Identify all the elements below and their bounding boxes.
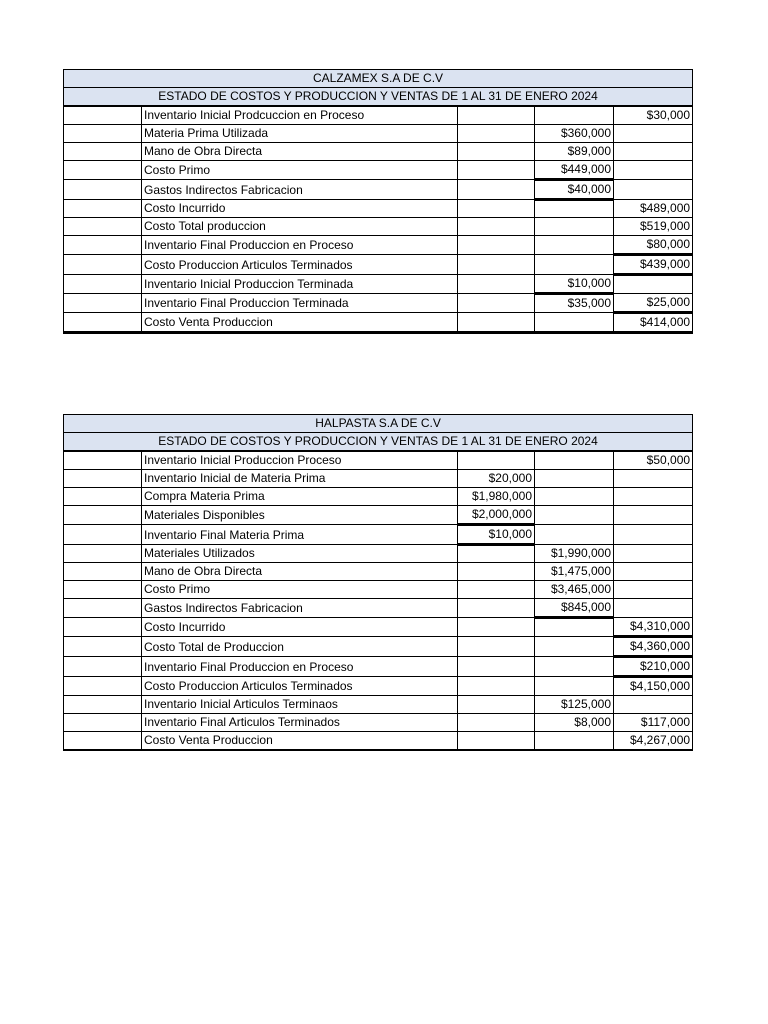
- table-row: [64, 294, 693, 313]
- amount-cell: [535, 218, 614, 236]
- row-label: Materia Prima Utilizada: [142, 125, 458, 143]
- amount-cell: [458, 581, 535, 599]
- amount-cell: [458, 143, 535, 161]
- amount-cell: $414,000: [614, 313, 693, 332]
- blank-cell: [64, 525, 142, 545]
- amount-cell: [535, 506, 614, 525]
- amount-cell: [458, 732, 535, 750]
- blank-cell: [64, 599, 142, 618]
- amount-cell: [458, 275, 535, 294]
- amount-cell: [535, 637, 614, 657]
- amount-cell: [535, 107, 614, 125]
- row-label: Inventario Inicial Articulos Terminaos: [142, 696, 458, 714]
- amount-cell: [458, 563, 535, 581]
- table-row: [64, 333, 693, 334]
- table-row: [64, 470, 693, 488]
- row-label: Inventario Final Materia Prima: [142, 525, 458, 545]
- amount-cell: $10,000: [458, 525, 535, 545]
- amount-cell: $80,000: [614, 236, 693, 255]
- amount-cell: [614, 525, 693, 545]
- amount-cell: [535, 657, 614, 677]
- amount-cell: $210,000: [614, 657, 693, 677]
- blank-cell: [64, 236, 142, 255]
- amount-cell: [614, 545, 693, 563]
- blank-cell: [64, 545, 142, 563]
- table-row: [64, 677, 693, 696]
- blank-cell: [64, 657, 142, 677]
- amount-cell: [614, 275, 693, 294]
- amount-cell: $25,000: [614, 294, 693, 313]
- amount-cell: [614, 470, 693, 488]
- blank-cell: [64, 488, 142, 506]
- company-name: HALPASTA S.A DE C.V: [64, 415, 693, 433]
- amount-cell: [458, 161, 535, 180]
- amount-cell: [458, 218, 535, 236]
- table-row: [64, 125, 693, 143]
- blank-cell: [64, 452, 142, 470]
- table-row: [64, 107, 693, 125]
- table-row: [64, 563, 693, 581]
- blank-cell: [64, 581, 142, 599]
- amount-cell: [614, 750, 693, 751]
- amount-cell: [458, 618, 535, 637]
- row-label: Mano de Obra Directa: [142, 563, 458, 581]
- row-label: Inventario Inicial de Materia Prima: [142, 470, 458, 488]
- company-name: CALZAMEX S.A DE C.V: [64, 70, 693, 88]
- amount-cell: [535, 333, 614, 334]
- table-row: [64, 618, 693, 637]
- row-label: Inventario Inicial Prodcuccion en Proceso: [142, 107, 458, 125]
- blank-cell: [64, 470, 142, 488]
- table-row: [64, 275, 693, 294]
- amount-cell: [535, 677, 614, 696]
- amount-cell: $4,150,000: [614, 677, 693, 696]
- blank-cell: [64, 696, 142, 714]
- blank-cell: [64, 255, 142, 275]
- row-label: [142, 333, 458, 334]
- row-label: Gastos Indirectos Fabricacion: [142, 599, 458, 618]
- amount-cell: $2,000,000: [458, 506, 535, 525]
- table-row: [64, 637, 693, 657]
- subtitle-row: [64, 88, 693, 106]
- amount-cell: [458, 236, 535, 255]
- amount-cell: [458, 696, 535, 714]
- statement-title: ESTADO DE COSTOS Y PRODUCCION Y VENTAS DE 1 AL 31 DE ENERO 2024: [64, 433, 693, 451]
- row-label: Costo Incurrido: [142, 200, 458, 218]
- amount-cell: [458, 125, 535, 143]
- amount-cell: [614, 599, 693, 618]
- amount-cell: $8,000: [535, 714, 614, 732]
- amount-cell: $439,000: [614, 255, 693, 275]
- blank-cell: [64, 313, 142, 332]
- amount-cell: $35,000: [535, 294, 614, 313]
- amount-cell: [614, 161, 693, 180]
- amount-cell: [458, 452, 535, 470]
- amount-cell: [614, 581, 693, 599]
- row-label: Costo Total de Produccion: [142, 637, 458, 657]
- blank-cell: [64, 333, 142, 334]
- amount-cell: $360,000: [535, 125, 614, 143]
- amount-cell: [458, 200, 535, 218]
- table-row: [64, 161, 693, 180]
- company-row: [64, 70, 693, 88]
- blank-cell: [64, 750, 142, 751]
- amount-cell: $117,000: [614, 714, 693, 732]
- blank-cell: [64, 161, 142, 180]
- company-row: [64, 415, 693, 433]
- table-row: [64, 255, 693, 275]
- amount-cell: [614, 143, 693, 161]
- table-row: [64, 180, 693, 200]
- amount-cell: $4,360,000: [614, 637, 693, 657]
- row-label: Inventario Final Produccion en Proceso: [142, 657, 458, 677]
- amount-cell: [535, 236, 614, 255]
- blank-cell: [64, 143, 142, 161]
- amount-cell: [614, 563, 693, 581]
- table-row: [64, 525, 693, 545]
- amount-cell: [535, 470, 614, 488]
- amount-cell: [535, 618, 614, 637]
- blank-cell: [64, 714, 142, 732]
- row-label: Inventario Inicial Produccion Proceso: [142, 452, 458, 470]
- amount-cell: $1,475,000: [535, 563, 614, 581]
- blank-cell: [64, 294, 142, 313]
- row-label: Mano de Obra Directa: [142, 143, 458, 161]
- row-label: Inventario Inicial Produccion Terminada: [142, 275, 458, 294]
- amount-cell: [458, 333, 535, 334]
- table-row: [64, 714, 693, 732]
- amount-cell: $1,980,000: [458, 488, 535, 506]
- amount-cell: $489,000: [614, 200, 693, 218]
- statement-title: ESTADO DE COSTOS Y PRODUCCION Y VENTAS DE 1 AL 31 DE ENERO 2024: [64, 88, 693, 106]
- amount-cell: [614, 333, 693, 334]
- table-row: [64, 452, 693, 470]
- calzamex-statement-table: [63, 69, 693, 334]
- row-label: Costo Produccion Articulos Terminados: [142, 677, 458, 696]
- amount-cell: [458, 657, 535, 677]
- amount-cell: $20,000: [458, 470, 535, 488]
- amount-cell: [614, 696, 693, 714]
- blank-cell: [64, 275, 142, 294]
- row-label: Inventario Final Articulos Terminados: [142, 714, 458, 732]
- table-row: [64, 200, 693, 218]
- table-row: [64, 750, 693, 751]
- row-label: Costo Total produccion: [142, 218, 458, 236]
- row-label: Costo Produccion Articulos Terminados: [142, 255, 458, 275]
- amount-cell: [458, 313, 535, 332]
- amount-cell: [458, 637, 535, 657]
- amount-cell: [614, 506, 693, 525]
- blank-cell: [64, 677, 142, 696]
- amount-cell: [614, 488, 693, 506]
- amount-cell: $30,000: [614, 107, 693, 125]
- amount-cell: [458, 599, 535, 618]
- table-row: [64, 696, 693, 714]
- row-label: Materiales Disponibles: [142, 506, 458, 525]
- row-label: Costo Primo: [142, 581, 458, 599]
- table-row: [64, 581, 693, 599]
- amount-cell: $89,000: [535, 143, 614, 161]
- amount-cell: [458, 294, 535, 313]
- blank-cell: [64, 563, 142, 581]
- amount-cell: $1,990,000: [535, 545, 614, 563]
- subtitle-row: [64, 433, 693, 451]
- amount-cell: [535, 488, 614, 506]
- amount-cell: $40,000: [535, 180, 614, 200]
- amount-cell: $50,000: [614, 452, 693, 470]
- blank-cell: [64, 107, 142, 125]
- table-row: [64, 657, 693, 677]
- amount-cell: [535, 750, 614, 751]
- amount-cell: $4,267,000: [614, 732, 693, 750]
- row-label: Materiales Utilizados: [142, 545, 458, 563]
- table-row: [64, 313, 693, 332]
- blank-cell: [64, 180, 142, 200]
- table-row: [64, 599, 693, 618]
- amount-cell: [458, 107, 535, 125]
- row-label: Costo Primo: [142, 161, 458, 180]
- row-label: Gastos Indirectos Fabricacion: [142, 180, 458, 200]
- table-row: [64, 732, 693, 750]
- amount-cell: $4,310,000: [614, 618, 693, 637]
- table-row: [64, 236, 693, 255]
- amount-cell: $519,000: [614, 218, 693, 236]
- amount-cell: [458, 545, 535, 563]
- amount-cell: [535, 255, 614, 275]
- row-label: Compra Materia Prima: [142, 488, 458, 506]
- amount-cell: [535, 525, 614, 545]
- blank-cell: [64, 200, 142, 218]
- amount-cell: [458, 750, 535, 751]
- table-row: [64, 545, 693, 563]
- row-label: Inventario Final Produccion Terminada: [142, 294, 458, 313]
- amount-cell: [614, 180, 693, 200]
- table-row: [64, 488, 693, 506]
- amount-cell: $449,000: [535, 161, 614, 180]
- row-label: Costo Venta Produccion: [142, 313, 458, 332]
- amount-cell: [535, 313, 614, 332]
- table-row: [64, 143, 693, 161]
- amount-cell: [535, 732, 614, 750]
- table-row: [64, 218, 693, 236]
- blank-cell: [64, 506, 142, 525]
- table-row: [64, 506, 693, 525]
- blank-cell: [64, 637, 142, 657]
- amount-cell: [535, 200, 614, 218]
- halpasta-statement-table: [63, 414, 693, 751]
- blank-cell: [64, 125, 142, 143]
- amount-cell: [458, 255, 535, 275]
- amount-cell: $125,000: [535, 696, 614, 714]
- row-label: Costo Incurrido: [142, 618, 458, 637]
- blank-cell: [64, 618, 142, 637]
- amount-cell: $845,000: [535, 599, 614, 618]
- amount-cell: $3,465,000: [535, 581, 614, 599]
- amount-cell: [614, 125, 693, 143]
- blank-cell: [64, 218, 142, 236]
- amount-cell: [458, 714, 535, 732]
- row-label: Costo Venta Produccion: [142, 732, 458, 750]
- row-label: Inventario Final Produccion en Proceso: [142, 236, 458, 255]
- amount-cell: [458, 180, 535, 200]
- amount-cell: [458, 677, 535, 696]
- amount-cell: $10,000: [535, 275, 614, 294]
- blank-cell: [64, 732, 142, 750]
- row-label: [142, 750, 458, 751]
- amount-cell: [535, 452, 614, 470]
